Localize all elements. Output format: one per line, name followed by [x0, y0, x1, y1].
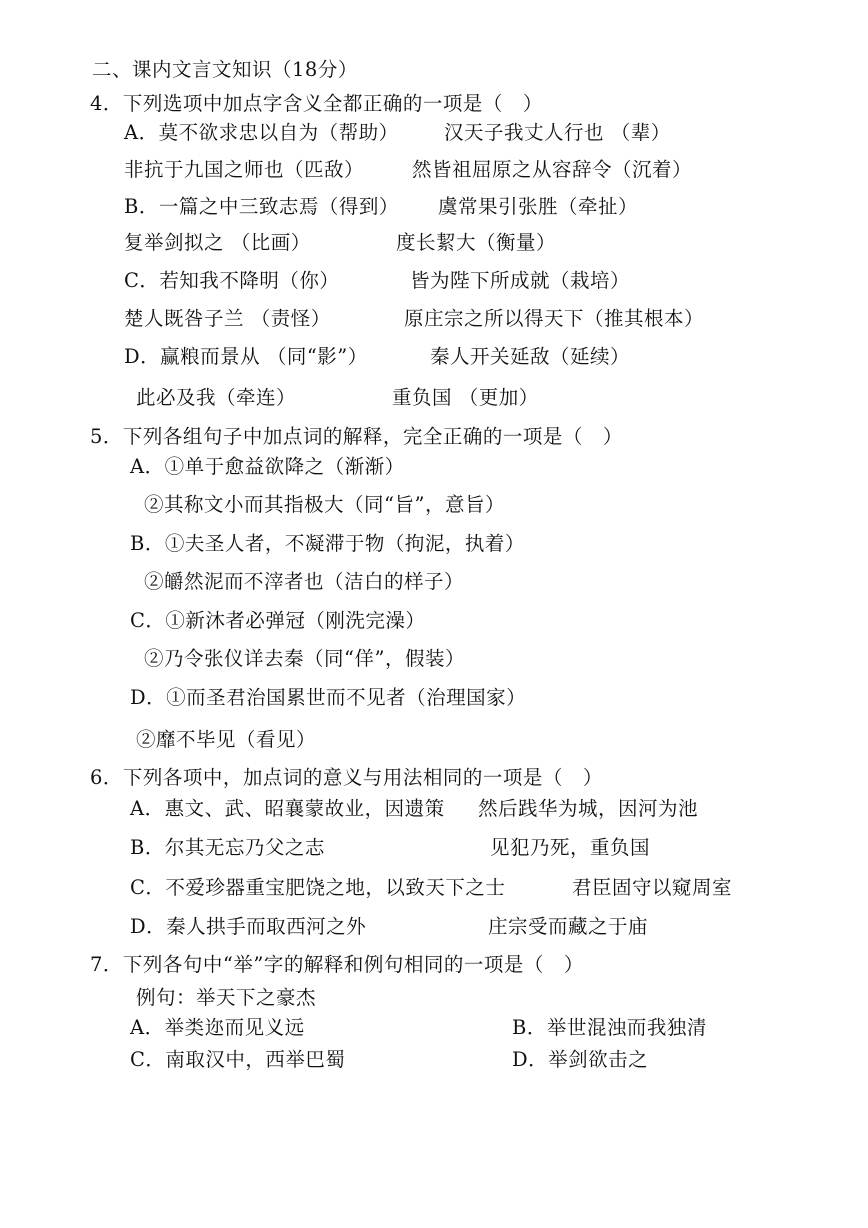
q4-option-d-4: 重负国 （更加）: [392, 386, 539, 409]
q4-option-d-2: 秦人开关延敌（延续）: [430, 345, 631, 368]
q4-option-b-3: 复举剑拟之 （比画）: [124, 231, 311, 254]
question-7-stem: 7．下列各句中“举”字的解释和例句相同的一项是（ ）: [90, 953, 584, 976]
q4-option-c-1: C．若知我不降明（你）: [124, 269, 340, 292]
q5-option-c-1: C．①新沐者必弹冠（刚洗完澡）: [130, 609, 426, 632]
q7-option-a: A．举类迩而见义远: [130, 1016, 305, 1039]
q4-option-a-1: A．莫不欲求忠以自为（帮助）: [124, 121, 399, 144]
q4-option-a-4: 然皆祖屈原之从容辞令（沉着）: [412, 158, 693, 181]
q7-example: 例句：举天下之豪杰: [136, 986, 317, 1009]
q4-option-a-3: 非抗于九国之师也（匹敌）: [124, 158, 365, 181]
q7-option-c: C．南取汉中，西举巴蜀: [130, 1048, 346, 1071]
q4-option-b-1: B．一篇之中三致志焉（得到）: [124, 195, 399, 218]
q5-option-b-1: B．①夫圣人者，不凝滞于物（拘泥，执着）: [130, 532, 525, 555]
question-6-stem: 6．下列各项中，加点词的意义与用法相同的一项是（ ）: [90, 766, 603, 789]
q5-option-b-2: ②皭然泥而不滓者也（洁白的样子）: [144, 570, 465, 593]
q4-option-a-2: 汉天子我丈人行也 （辈）: [444, 121, 671, 144]
q6-option-b-2: 见犯乃死，重负国: [490, 836, 651, 859]
q5-option-a-1: A．①单于愈益欲降之（渐渐）: [130, 455, 405, 478]
q4-option-d-3: 此必及我（牵连）: [136, 386, 297, 409]
q7-option-b: B．举世混浊而我独清: [512, 1016, 707, 1039]
q4-option-c-2: 皆为陛下所成就（栽培）: [410, 269, 631, 292]
question-4-stem: 4．下列选项中加点字含义全都正确的一项是（ ）: [90, 92, 543, 115]
q6-option-c-1: C．不爱珍器重宝肥饶之地，以致天下之士: [130, 876, 506, 899]
q6-option-d-2: 庄宗受而藏之于庙: [488, 915, 649, 938]
q7-option-d: D．举剑欲击之: [512, 1048, 649, 1071]
q6-option-a-1: A．惠文、武、昭襄蒙故业，因遗策: [130, 797, 445, 820]
q4-option-c-3: 楚人既咎子兰 （责怪）: [124, 307, 331, 330]
q5-option-d-2: ②靡不毕见（看见）: [136, 728, 317, 751]
q4-option-d-1: D．赢粮而景从 （同“影”）: [124, 345, 368, 368]
q6-option-c-2: 君臣固守以窥周室: [572, 876, 733, 899]
q4-option-b-2: 虞常果引张胜（牵扯）: [438, 195, 639, 218]
section-title: 二、课内文言文知识（18分）: [92, 58, 358, 81]
q5-option-a-2: ②其称文小而其指极大（同“旨”，意旨）: [144, 493, 505, 516]
q4-option-c-4: 原庄宗之所以得天下（推其根本）: [404, 307, 705, 330]
q5-option-c-2: ②乃令张仪详去秦（同“佯”，假装）: [144, 647, 465, 670]
q5-option-d-1: D．①而圣君治国累世而不见者（治理国家）: [130, 686, 527, 709]
q6-option-a-2: 然后践华为城，因河为池: [478, 797, 699, 820]
question-5-stem: 5．下列各组句子中加点词的解释，完全正确的一项是（ ）: [90, 425, 623, 448]
q4-option-b-4: 度长絜大（衡量）: [396, 231, 557, 254]
q6-option-b-1: B．尔其无忘乃父之志: [130, 836, 325, 859]
q6-option-d-1: D．秦人拱手而取西河之外: [130, 915, 367, 938]
